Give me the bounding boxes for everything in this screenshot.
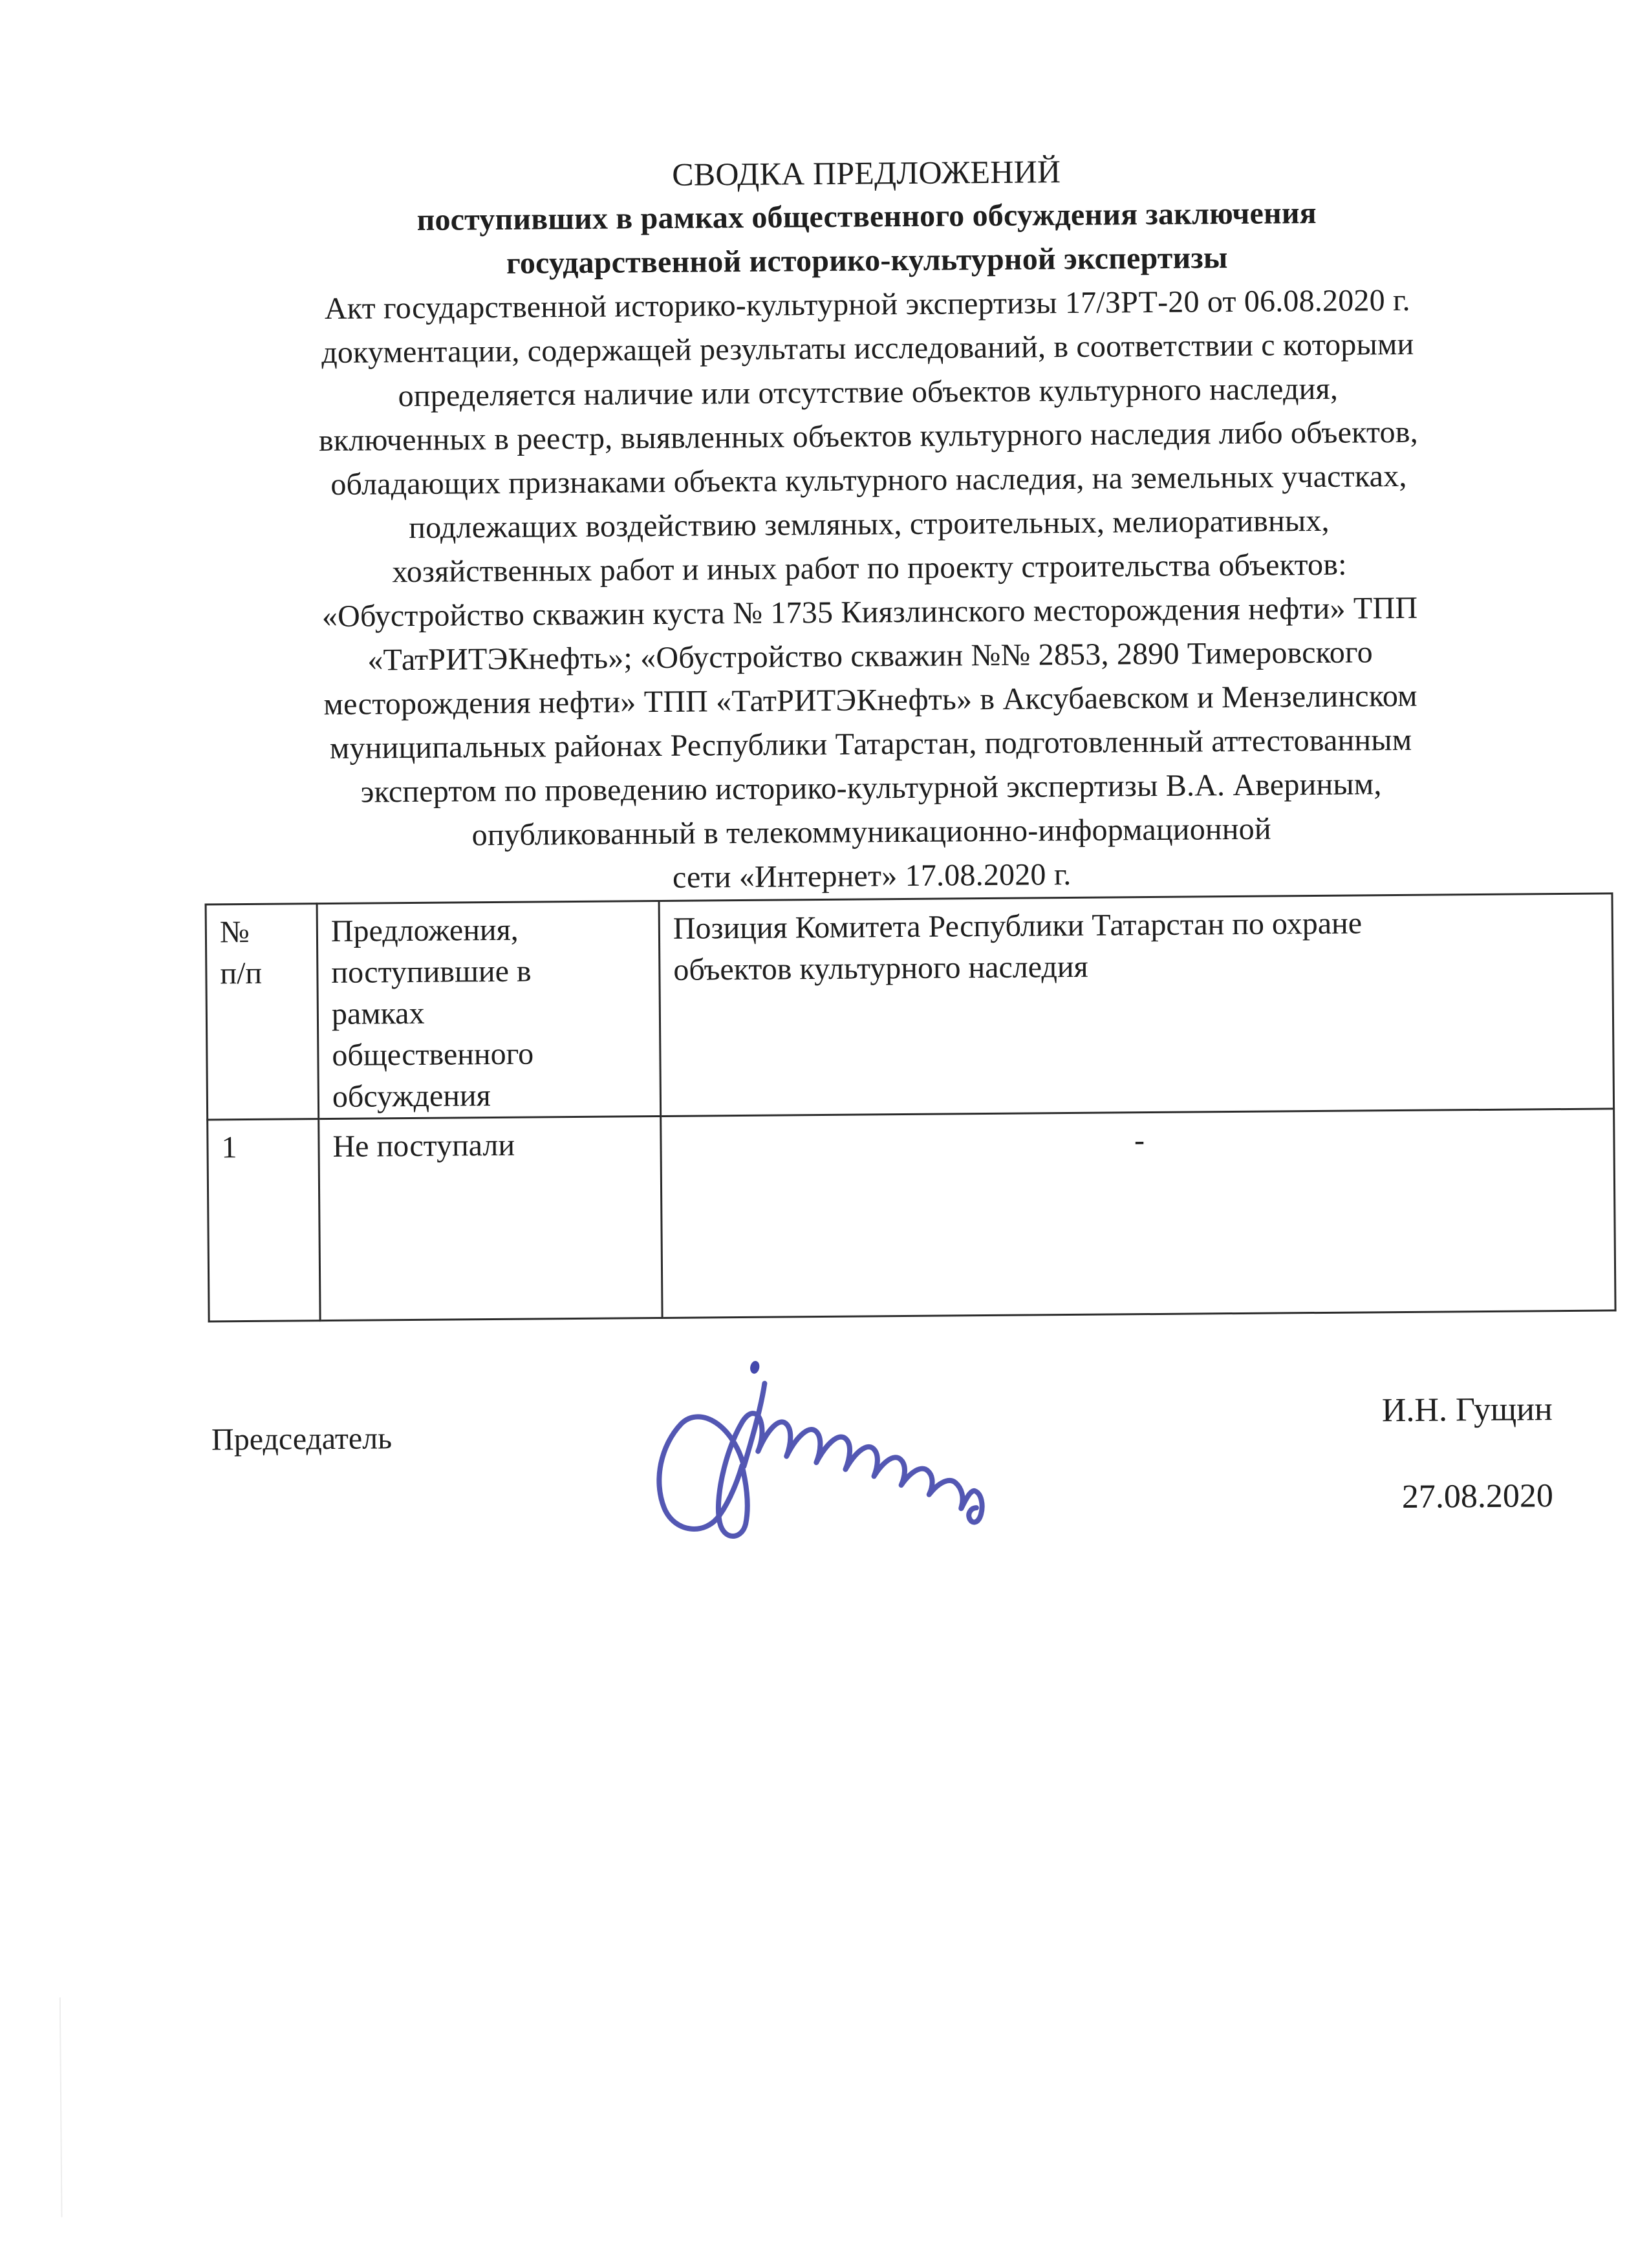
handwritten-signature <box>646 1345 1010 1565</box>
intro-line: обладающих признаками объекта культурного наследия, на земельных участках, <box>330 458 1407 502</box>
document-subtitle-line: государственной историко-культурной экспертизы <box>506 241 1228 281</box>
intro-line: «ТатРИТЭКнефть»; «Обустройство скважин №№ 2853, 2890 Тимеровского <box>367 635 1374 678</box>
signature-name: И.Н. Гущин <box>1381 1391 1553 1429</box>
row-cell-proposals: Не поступали <box>319 1116 662 1320</box>
intro-line: документации, содержащей результаты исследований, в соответствии с которыми <box>321 326 1414 370</box>
proposals-table <box>205 892 1617 1322</box>
intro-line: «Обустройство скважин куста № 1735 Киязлинского месторождения нефти» ТПП <box>321 590 1418 634</box>
intro-line: экспертом по проведению историко-культурной экспертизы В.А. Авериным, <box>360 767 1382 809</box>
scanner-artifact-line <box>59 1997 63 2217</box>
table-row <box>208 1109 1615 1321</box>
intro-line: подлежащих воздействию земляных, строительных, мелиоративных, <box>409 503 1330 546</box>
intro-line: Акт государственной историко-культурной экспертизы 17/ЗРТ-20 от 06.08.2020 г. <box>324 283 1410 326</box>
header-cell-number: № п/п <box>206 904 319 1120</box>
header-cell-committee-position: Позиция Комитета Республики Татарстан по охране объектов культурного наследия <box>659 893 1614 1117</box>
signature-role-label: Председатель <box>211 1421 393 1457</box>
row-cell-committee-position: - <box>661 1109 1615 1318</box>
intro-line: определяется наличие или отсутствие объектов культурного наследия, <box>398 371 1339 414</box>
table-header-row <box>206 893 1614 1120</box>
header-cell-proposals: Предложения, поступившие в рамках общественного обсуждения <box>317 901 661 1119</box>
signature-ink-dot <box>749 1360 760 1375</box>
intro-line: опубликованный в телекоммуникационно-информационной <box>471 811 1271 853</box>
intro-line: муниципальных районах Республики Татарстан, подготовленный аттестованным <box>329 722 1412 765</box>
document-header-text <box>200 145 1538 903</box>
signature-date: 27.08.2020 <box>1401 1477 1554 1516</box>
row-cell-number: 1 <box>208 1119 320 1321</box>
intro-line: включенных в реестр, выявленных объектов культурного наследия либо объектов, <box>318 414 1418 458</box>
intro-line: хозяйственных работ и иных работ по проекту строительства объектов: <box>392 547 1347 590</box>
intro-line: месторождения нефти» ТПП «ТатРИТЭКнефть» в Аксубаевском и Мензелинском <box>323 678 1417 722</box>
signature-stroke <box>658 1382 982 1537</box>
document-title: СВОДКА ПРЕДЛОЖЕНИЙ <box>671 153 1061 193</box>
intro-line: сети «Интернет» 17.08.2020 г. <box>672 857 1072 895</box>
document-subtitle-line: поступивших в рамках общественного обсуждения заключения <box>416 195 1317 237</box>
